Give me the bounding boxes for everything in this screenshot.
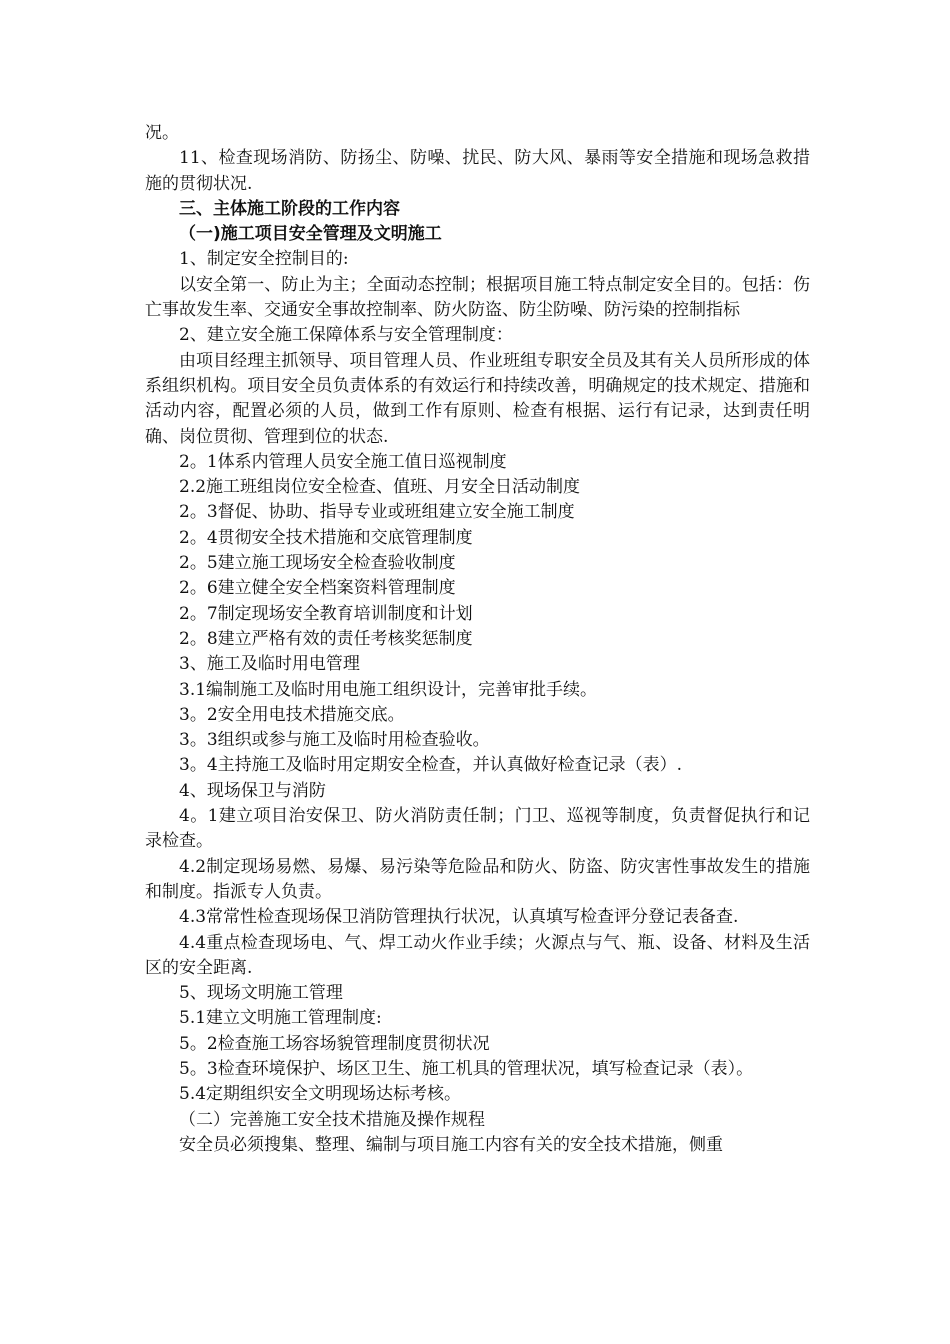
item-2-1: 2。1体系内管理人员安全施工值日巡视制度 [179, 451, 507, 472]
item-3-2: 3。2安全用电技术措施交底。 [179, 704, 405, 725]
item-3-4: 3。4主持施工及临时用定期安全检查，并认真做好检查记录（表）. [179, 755, 683, 776]
item-1-heading: 1、制定安全控制目的: [179, 249, 349, 270]
item-4-heading: 4、现场保卫与消防 [179, 780, 326, 801]
item-3-1: 3.1编制施工及临时用电施工组织设计，完善审批手续。 [179, 679, 598, 700]
item-2-7: 2。7制定现场安全教育培训制度和计划 [179, 603, 473, 624]
item-5-3: 5。3检查环境保护、场区卫生、施工机具的管理状况，填写检查记录（表）。 [179, 1058, 754, 1079]
item-4-2: 4.2制定现场易燃、易爆、易污染等危险品和防火、防盗、防灾害性事故发生的措施和制度。指派专人负责。 [145, 856, 810, 902]
subsection-2-body: 安全员必须搜集、整理、编制与项目施工内容有关的安全技术措施，侧重 [179, 1134, 723, 1155]
item-2-5: 2。5建立施工现场安全检查验收制度 [179, 553, 456, 574]
item-1-body: 以安全第一、防止为主；全面动态控制；根据项目施工特点制定安全目的。包括：伤亡事故发生率、交通安全事故控制率、防火防盗、防尘防噪、防污染的控制指标 [145, 274, 810, 321]
item-5-heading: 5、现场文明施工管理 [179, 983, 343, 1004]
item-2-8: 2。8建立严格有效的责任考核奖惩制度 [179, 628, 473, 649]
item-5-1: 5.1建立文明施工管理制度: [179, 1008, 382, 1029]
item-4-1: 4。1建立项目治安保卫、防火消防责任制；门卫、巡视等制度，负责督促执行和记录检查。 [145, 806, 810, 852]
item-2-4: 2。4贯彻安全技术措施和交底管理制度 [179, 527, 473, 548]
paragraph-item-11: 11、检查现场消防、防扬尘、防噪、扰民、防大风、暴雨等安全措施和现场急救措施的贯彻状况. [145, 148, 810, 194]
item-3-3: 3。3组织或参与施工及临时用检查验收。 [179, 730, 490, 751]
section-heading-3: 三、主体施工阶段的工作内容 [179, 198, 400, 219]
item-2-heading: 2、建立安全施工保障体系与安全管理制度： [179, 325, 513, 346]
item-2-6: 2。6建立健全安全档案资料管理制度 [179, 578, 456, 599]
subsection-heading-2: （二）完善施工安全技术措施及操作规程 [179, 1109, 485, 1130]
item-2-2: 2.2施工班组岗位安全检查、值班、月安全日活动制度 [179, 477, 581, 498]
item-5-4: 5.4定期组织安全文明现场达标考核。 [179, 1084, 462, 1105]
item-2-3: 2。3督促、协助、指导专业或班组建立安全施工制度 [179, 502, 575, 523]
item-4-4: 4.4重点检查现场电、气、焊工动火作业手续；火源点与气、瓶、设备、材料及生活区的安全距离. [145, 932, 810, 978]
item-2-body: 由项目经理主抓领导、项目管理人员、作业班组专职安全员及其有关人员所形成的体系组织机构。项目安全员负责体系的有效运行和持续改善，明确规定的技术规定、措施和活动内容，配置必须的人员，做到工作有原则、检查有根据、运行有记录，达到责任明确、岗位贯彻、管理到位的状态. [145, 350, 810, 447]
item-4-3: 4.3常常性检查现场保卫消防管理执行状况，认真填写检查评分登记表备查. [179, 907, 739, 928]
document-body [145, 121, 810, 1158]
subsection-heading-1: （一)施工项目安全管理及文明施工 [179, 224, 442, 245]
item-5-2: 5。2检查施工场容场貌管理制度贯彻状况 [179, 1033, 490, 1054]
item-3-heading: 3、施工及临时用电管理 [179, 654, 360, 675]
paragraph-continuation: 况。 [145, 123, 179, 143]
